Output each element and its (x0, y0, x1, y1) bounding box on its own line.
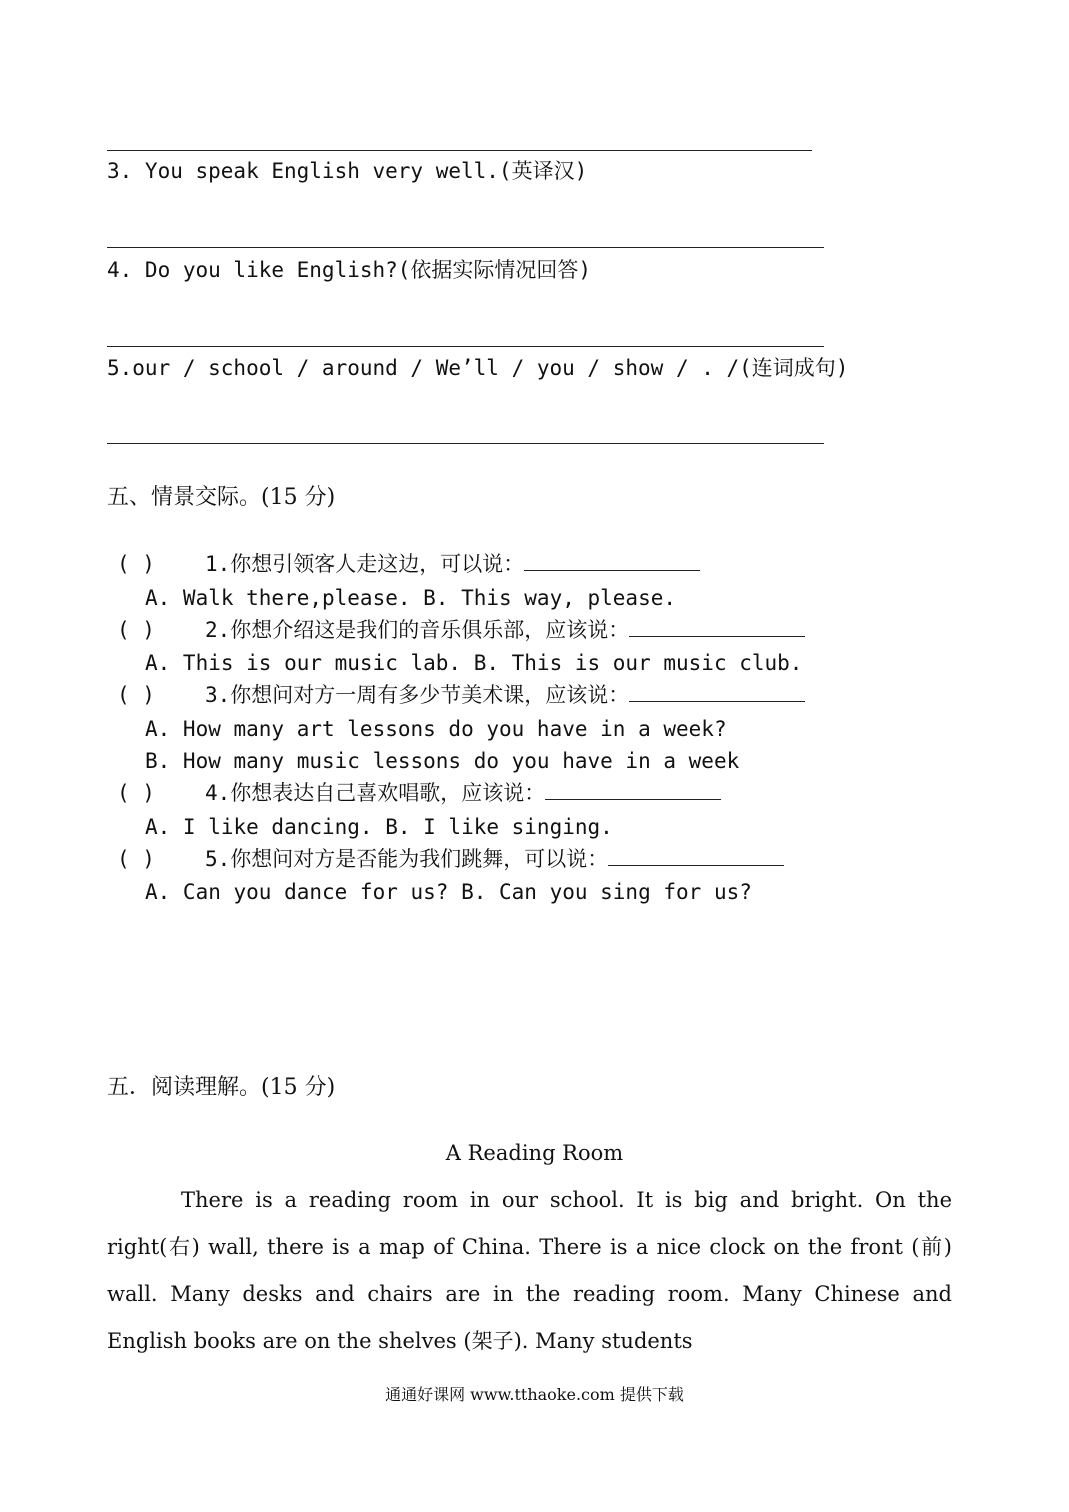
question-prompt: 3.你想问对方一周有多少节美术课，应该说： (205, 683, 630, 707)
dialogue-question-1 (117, 551, 700, 577)
dialogue-options-3a: A. How many art lessons do you have in a week? (145, 717, 727, 741)
dialogue-question-4 (117, 780, 721, 806)
question-5: 5.our / school / around / We’ll / you / show / . /(连词成句) (107, 356, 849, 380)
answer-paren[interactable]: ( ) (117, 618, 155, 642)
dialogue-options-1: A. Walk there,please. B. This way, please. (145, 586, 677, 610)
answer-paren[interactable]: ( ) (117, 552, 155, 576)
reading-heading: 五．阅读理解。(15 分) (107, 1075, 336, 1100)
answer-paren[interactable]: ( ) (117, 847, 155, 871)
dialogue-options-4: A. I like dancing. B. I like singing. (145, 815, 613, 839)
answer-blank[interactable] (524, 552, 700, 571)
answer-line-4 (107, 346, 824, 347)
question-prompt: 2.你想介绍这是我们的音乐俱乐部，应该说： (205, 618, 630, 642)
dialogue-options-3b: B. How many music lessons do you have in a week (145, 749, 740, 773)
reading-passage: There is a reading room in our school. It is big and bright. On the right(右) wall, there is a map of China. There is a nice clock on the front (前) wall. Many desks and chairs are in the reading room. Many Chinese and English books are on the shelves (架子). Many students (107, 1188, 952, 1353)
answer-line-2 (107, 150, 812, 151)
question-prompt: 1.你想引领客人走这边，可以说： (205, 552, 525, 576)
question-prompt: 4.你想表达自己喜欢唱歌，应该说： (205, 781, 546, 805)
reading-title: A Reading Room (445, 1141, 624, 1165)
dialogue-question-2 (117, 617, 805, 643)
question-prompt: 5.你想问对方是否能为我们跳舞，可以说： (205, 847, 609, 871)
page-footer: 通通好课网 www.tthaoke.com 提供下载 (385, 1385, 684, 1404)
dialogue-question-5 (117, 846, 784, 872)
answer-paren[interactable]: ( ) (117, 683, 155, 707)
dialogue-question-3 (117, 682, 805, 708)
dialogue-options-5: A. Can you dance for us? B. Can you sing for us? (145, 880, 752, 904)
answer-line-5 (107, 443, 824, 444)
dialogue-heading: 五、情景交际。(15 分) (107, 485, 336, 510)
answer-blank[interactable] (608, 847, 784, 866)
answer-line-3 (107, 247, 824, 248)
answer-blank[interactable] (629, 683, 805, 702)
dialogue-options-2: A. This is our music lab. B. This is our music club. (145, 651, 803, 675)
question-3: 3. You speak English very well.(英译汉) (107, 159, 588, 183)
answer-paren[interactable]: ( ) (117, 781, 155, 805)
answer-blank[interactable] (629, 618, 805, 637)
question-4: 4. Do you like English?(依据实际情况回答) (107, 258, 592, 282)
answer-blank[interactable] (545, 781, 721, 800)
